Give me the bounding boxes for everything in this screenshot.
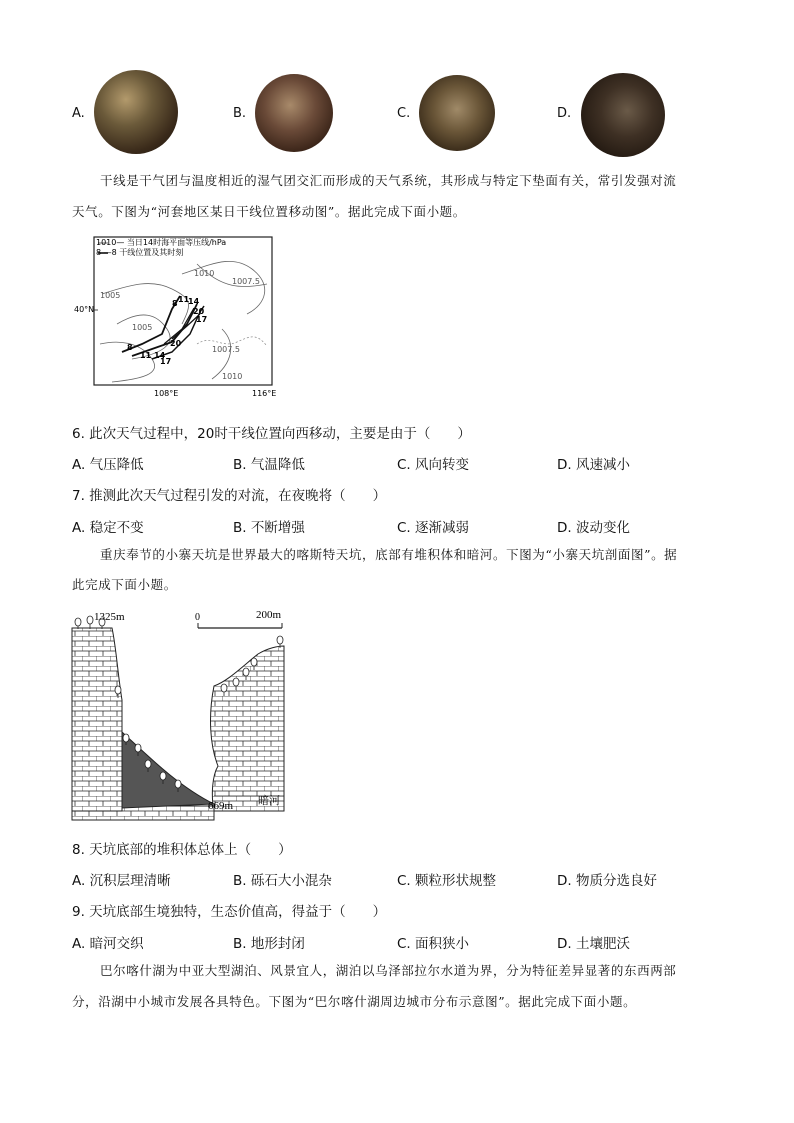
question-7-option-c[interactable]: C. 逐渐减弱: [397, 520, 470, 536]
tiankeng-section-figure: [68, 606, 290, 826]
dryline-map: [72, 234, 282, 400]
dryline-time: 11: [178, 295, 190, 304]
balkhash-intro-line1: 巴尔喀什湖为中亚大型湖泊、风景宜人，湖泊以乌泽部拉尔水道为界，分为特征差异显著的东西两部: [100, 963, 677, 978]
question-7-option-b[interactable]: B. 不断增强: [233, 520, 305, 536]
dryline-time: 17: [160, 357, 172, 366]
isobar-label: 1010: [194, 269, 215, 278]
map-lon-right: 116°E: [252, 389, 277, 398]
scale-zero: 0: [195, 612, 200, 623]
globe-image-d: [581, 73, 665, 157]
question-8-option-a[interactable]: A. 沉积层理清晰: [72, 873, 171, 889]
question-8-option-d[interactable]: D. 物质分选良好: [557, 873, 657, 889]
isobar-label: 1005: [132, 323, 153, 332]
dryline-time: 14: [188, 297, 200, 306]
top-elevation-label: 1325m: [94, 611, 125, 623]
dryline-time: 11: [140, 351, 152, 360]
option-label-c: C.: [397, 106, 411, 121]
question-6-option-b[interactable]: B. 气温降低: [233, 457, 305, 473]
globe-image-a: [94, 70, 178, 154]
dryline-time: 20: [193, 307, 205, 316]
option-label-b: B.: [233, 106, 247, 121]
question-6-stem: 6. 此次天气过程中，20时干线位置向西移动，主要是由于（ ）: [72, 426, 471, 442]
question-9-option-d[interactable]: D. 土壤肥沃: [557, 936, 630, 952]
question-8-option-b[interactable]: B. 砾石大小混杂: [233, 873, 332, 889]
globe-image-b: [255, 74, 333, 152]
map-lon-left: 108°E: [154, 389, 179, 398]
question-7-option-a[interactable]: A. 稳定不变: [72, 520, 144, 536]
scale-end: 200m: [256, 609, 282, 621]
dryline-intro-line1: 干线是干气团与温度相近的湿气团交汇而形成的天气系统，其形成与特定下垫面有关，常引发强对流: [100, 173, 677, 188]
question-8-stem: 8. 天坑底部的堆积体总体上（ ）: [72, 842, 292, 858]
map-lat-label: 40°N: [74, 305, 95, 314]
question-6-option-d[interactable]: D. 风速减小: [557, 457, 630, 473]
question-9-stem: 9. 天坑底部生境独特，生态价值高，得益于（ ）: [72, 904, 387, 920]
question-9-option-b[interactable]: B. 地形封闭: [233, 936, 305, 952]
bottom-elevation-label: 669m: [208, 800, 234, 812]
dryline-time: 17: [196, 315, 208, 324]
dryline-time: 8: [172, 299, 178, 308]
tiankeng-intro-line1: 重庆奉节的小寨天坑是世界最大的喀斯特天坑，底部有堆积体和暗河。下图为“小寨天坑剖面图”。据: [100, 547, 678, 562]
globe-image-c: [419, 75, 495, 151]
dryline-time: 20: [170, 339, 182, 348]
isobar-label: 1005: [100, 291, 121, 300]
isobar-label: 1010: [222, 372, 243, 381]
tiankeng-section-diagram: [68, 606, 290, 826]
question-6-option-a[interactable]: A. 气压降低: [72, 457, 144, 473]
map-legend-dryline: 8 —8 干线位置及其时刻: [96, 248, 184, 257]
river-label: 暗河: [258, 795, 280, 807]
isobar-label: 1007.5: [212, 345, 240, 354]
map-legend-isobar: 1010— 当日14时海平面等压线/hPa: [96, 238, 227, 247]
balkhash-intro-line2: 分，沿湖中小城市发展各具特色。下图为“巴尔喀什湖周边城市分布示意图”。据此完成下面小题。: [72, 994, 637, 1009]
dryline-time: 14: [154, 351, 166, 360]
tiankeng-intro-line2: 此完成下面小题。: [72, 577, 177, 592]
dryline-intro-line2: 天气。下图为“河套地区某日干线位置移动图”。据此完成下面小题。: [72, 204, 466, 219]
question-6-option-c[interactable]: C. 风向转变: [397, 457, 470, 473]
question-7-stem: 7. 推测此次天气过程引发的对流，在夜晚将（ ）: [72, 488, 387, 504]
question-9-option-c[interactable]: C. 面积狭小: [397, 936, 470, 952]
option-label-a: A.: [72, 106, 85, 121]
dryline-time: 8: [127, 343, 133, 352]
question-9-option-a[interactable]: A. 暗河交织: [72, 936, 144, 952]
question-8-option-c[interactable]: C. 颗粒形状规整: [397, 873, 497, 889]
question-7-option-d[interactable]: D. 波动变化: [557, 520, 630, 536]
option-label-d: D.: [557, 106, 572, 121]
isobar-label: 1007.5: [232, 277, 260, 286]
dryline-map-figure: [72, 234, 282, 400]
